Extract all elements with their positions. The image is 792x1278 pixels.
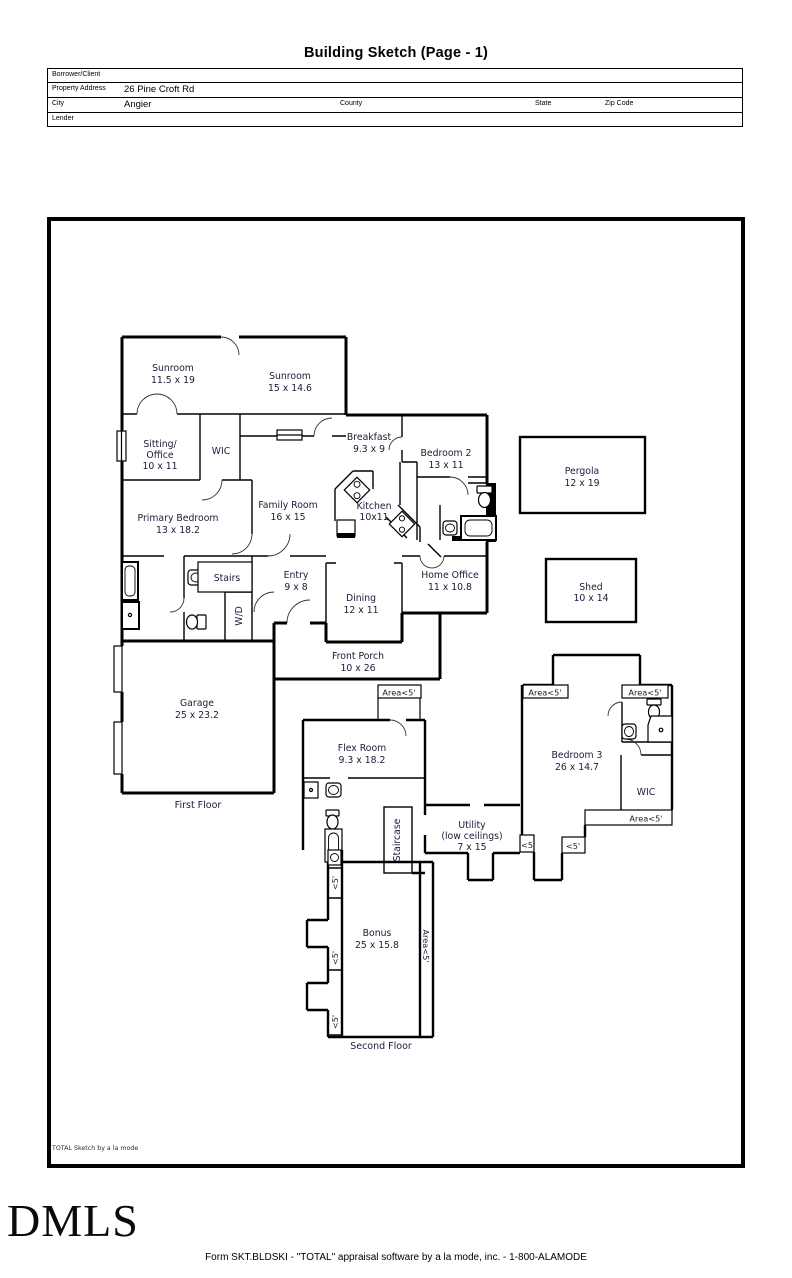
- shower-icon: [122, 602, 139, 629]
- room-dims: 11.5 x 19: [151, 375, 195, 386]
- area-annotation: <5': [330, 950, 340, 966]
- room-label: Kitchen: [356, 501, 392, 512]
- room-label: Bedroom 2: [420, 448, 472, 459]
- area-annotation: Area<5': [628, 687, 662, 698]
- room-dims: 10 x 26: [340, 663, 376, 674]
- room-label: Entry: [283, 570, 309, 581]
- room-dims: 15 x 14.6: [268, 383, 312, 394]
- state-label: State: [535, 100, 552, 107]
- page-title: Building Sketch (Page - 1): [303, 45, 489, 61]
- property-address-value: 26 Pine Croft Rd: [124, 84, 195, 95]
- first-floor-walls: [122, 337, 497, 793]
- room-dims: 10 x 11: [142, 461, 178, 472]
- room-label: Breakfast: [346, 432, 392, 443]
- room-label: Stairs: [213, 573, 241, 584]
- area-annotation: <5': [330, 1014, 340, 1030]
- second-floor-walls: [303, 655, 672, 1037]
- first-floor-fixtures: [114, 430, 496, 774]
- dmls-logo: DMLS: [7, 1195, 139, 1246]
- toilet-icon: [187, 615, 207, 629]
- room-label: Office: [146, 450, 174, 461]
- area-annotation: Area<5': [629, 813, 663, 824]
- room-labels: [138, 363, 656, 1052]
- room-dims: 9.3 x 9: [352, 444, 386, 455]
- lender-label: Lender: [52, 115, 74, 122]
- room-dims: 12 x 19: [564, 478, 600, 489]
- cooktop-icon: [389, 511, 414, 536]
- door-leaf: [428, 544, 441, 557]
- room-dims: 7 x 15: [457, 842, 487, 853]
- stove-icon: [344, 477, 369, 502]
- area-annotation: Area<5': [528, 687, 562, 698]
- room-label: Sunroom: [152, 363, 194, 374]
- borrower-label: Borrower/Client: [52, 71, 101, 78]
- room-dims: 25 x 23.2: [175, 710, 219, 721]
- bathtub-icon: [122, 562, 138, 600]
- area-annotation: <5': [565, 841, 581, 851]
- room-label: Dining: [345, 593, 377, 604]
- toilet-icon: [326, 810, 339, 829]
- room-label: Bedroom 3: [551, 750, 603, 761]
- floor-label: Second Floor: [350, 1041, 412, 1052]
- area-annotation: Area<5': [382, 687, 416, 698]
- room-label: Sitting/: [143, 439, 177, 450]
- corner-shower-icon: [648, 716, 672, 742]
- room-dims: 12 x 11: [343, 605, 379, 616]
- room-dims: 10x11: [359, 512, 389, 523]
- sink-icon: [326, 783, 341, 797]
- area-annotation: Area<5': [421, 929, 431, 963]
- floor-label: First Floor: [174, 800, 222, 811]
- room-label: Utility: [458, 820, 486, 831]
- room-dims: 13 x 18.2: [156, 525, 200, 536]
- area-annotation: <5': [330, 875, 340, 891]
- room-label: Pergola: [564, 466, 600, 477]
- room-label: (low ceilings): [441, 831, 503, 842]
- washer-icon: [328, 850, 341, 865]
- city-label: City: [52, 100, 65, 107]
- room-label: Shed: [579, 582, 603, 593]
- room-label: Flex Room: [337, 743, 387, 754]
- city-value: Angier: [124, 99, 152, 110]
- room-label: Home Office: [421, 570, 479, 581]
- form-footer: Form SKT.BLDSKI - "TOTAL" appraisal software by a la mode, inc. - 1-800-ALAMODE: [205, 1252, 587, 1263]
- bathtub-icon: [461, 516, 496, 540]
- room-label: Family Room: [258, 500, 318, 511]
- zip-label: Zip Code: [605, 100, 634, 107]
- room-label: W/D: [234, 606, 245, 626]
- room-dims: 9.3 x 18.2: [338, 755, 386, 766]
- sink-icon: [443, 521, 457, 535]
- room-label: Staircase: [392, 818, 403, 862]
- room-label: Garage: [179, 698, 215, 709]
- cabinet-icon: [337, 520, 355, 538]
- room-dims: 25 x 15.8: [355, 940, 399, 951]
- counter-icon: [304, 782, 318, 798]
- room-label: Primary Bedroom: [137, 513, 219, 524]
- county-label: County: [340, 100, 363, 107]
- room-label: WIC: [636, 787, 656, 798]
- area-annotations: [330, 688, 663, 1030]
- room-dims: 26 x 14.7: [555, 762, 599, 773]
- room-dims: 10 x 14: [573, 593, 609, 604]
- room-dims: 9 x 8: [284, 582, 308, 593]
- room-label: Front Porch: [331, 651, 385, 662]
- room-dims: 11 x 10.8: [428, 582, 472, 593]
- property-address-label: Property Address: [52, 85, 106, 92]
- room-dims: 13 x 11: [428, 460, 464, 471]
- toilet-icon: [477, 486, 492, 508]
- room-label: WIC: [211, 446, 231, 457]
- area-annotation: <5: [520, 840, 534, 850]
- sink-icon: [622, 724, 636, 739]
- room-label: Bonus: [362, 928, 392, 939]
- room-dims: 16 x 15: [270, 512, 306, 523]
- sketch-credit: TOTAL Sketch by a la mode: [52, 1145, 139, 1152]
- room-label: Sunroom: [269, 371, 311, 382]
